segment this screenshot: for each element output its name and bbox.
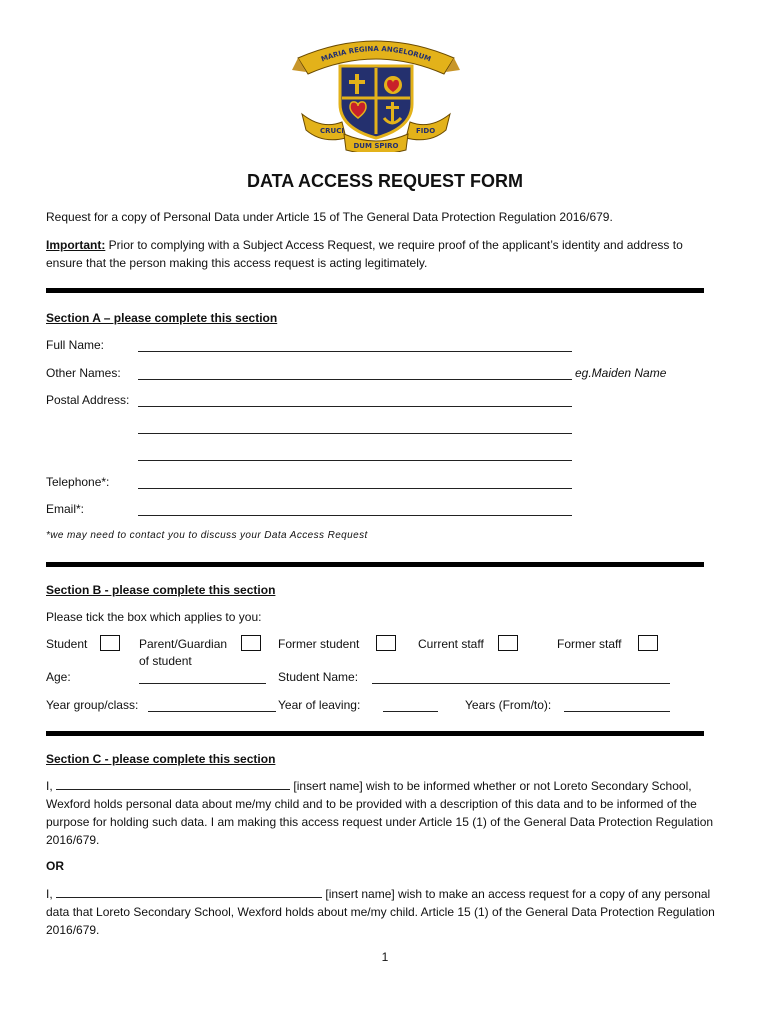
option-student-label: Student <box>46 637 88 651</box>
page-number: 1 <box>381 950 389 964</box>
other-names-label: Other Names: <box>46 366 121 380</box>
telephone-field[interactable] <box>138 476 572 489</box>
other-names-hint: eg.Maiden Name <box>575 366 667 380</box>
former-staff-checkbox[interactable] <box>638 635 658 651</box>
student-name-field[interactable] <box>372 671 670 684</box>
postal-address-field-1[interactable] <box>138 394 572 407</box>
former-student-checkbox[interactable] <box>376 635 396 651</box>
or-separator: OR <box>46 859 64 873</box>
student-name-label: Student Name: <box>278 670 359 684</box>
section-divider-c <box>46 731 704 736</box>
form-title: DATA ACCESS REQUEST FORM <box>246 171 523 191</box>
important-text: Prior to complying with a Subject Access Request, we require proof of the applicant’s identity and address to ensure that the person making this access request is acting legitimately. <box>46 238 683 270</box>
section-c-paragraph-1 <box>46 777 716 849</box>
p2-prefix: I, <box>46 887 53 901</box>
important-note <box>46 236 716 272</box>
years-from-to-label: Years (From/to): <box>465 698 552 712</box>
option-parent-label-2: of student <box>139 654 192 668</box>
p1-text: [insert name] wish to be informed whether or not Loreto Secondary School, Wexford holds personal data about me/my child and to be provided with a description of this data and to be informed of the purpose for holding such data. I am making this access request under Article 15 (1) of the General Data Protection Regulation 2016/679. <box>46 779 714 847</box>
postal-address-field-2[interactable] <box>138 421 572 434</box>
option-current-staff-label: Current staff <box>418 637 484 651</box>
section-c-heading: Section C - please complete this section <box>46 752 276 766</box>
years-from-to-field[interactable] <box>564 699 670 712</box>
section-divider-b <box>46 562 704 567</box>
full-name-label: Full Name: <box>46 338 105 352</box>
section-c-paragraph-2 <box>46 885 716 939</box>
option-former-staff-label: Former staff <box>557 637 622 651</box>
crest-motto-left: CRUCI <box>320 127 344 135</box>
section-a-heading: Section A – please complete this section <box>46 311 278 325</box>
p1-prefix: I, <box>46 779 53 793</box>
option-former-student-label: Former student <box>278 637 360 651</box>
postal-address-field-3[interactable] <box>138 448 572 461</box>
important-label: Important: <box>46 238 106 252</box>
section-b-heading: Section B - please complete this section <box>46 583 276 597</box>
year-of-leaving-label: Year of leaving: <box>278 698 361 712</box>
year-group-field[interactable] <box>148 699 276 712</box>
intro-text: Request for a copy of Personal Data under Article 15 of The General Data Protection Regulation 2016/679. <box>46 210 613 224</box>
email-field[interactable] <box>138 503 572 516</box>
age-field[interactable] <box>139 671 266 684</box>
postal-address-label: Postal Address: <box>46 393 130 407</box>
email-label: Email*: <box>46 502 85 516</box>
school-crest-logo <box>292 30 460 152</box>
year-of-leaving-field[interactable] <box>383 699 438 712</box>
other-names-field[interactable] <box>138 367 572 380</box>
year-group-label: Year group/class: <box>46 698 139 712</box>
current-staff-checkbox[interactable] <box>498 635 518 651</box>
telephone-label: Telephone*: <box>46 475 110 489</box>
crest-motto-top: MARIA REGINA ANGELORUM <box>320 44 432 64</box>
contact-note: *we may need to contact you to discuss your Data Access Request <box>46 530 368 541</box>
full-name-field[interactable] <box>138 339 572 352</box>
parent-guardian-checkbox[interactable] <box>241 635 261 651</box>
option-parent-label: Parent/Guardian <box>139 637 228 651</box>
tick-instruction: Please tick the box which applies to you: <box>46 610 262 624</box>
crest-motto-mid: DUM SPIRO <box>353 142 399 150</box>
crest-motto-right: FIDO <box>416 127 436 135</box>
age-label: Age: <box>46 670 71 684</box>
p2-name-field[interactable] <box>56 885 322 898</box>
p2-text: [insert name] wish to make an access request for a copy of any personal data that Loreto Secondary School, Wexford holds about me/my child. Article 15 (1) of the General Data Protection Regulation 2016/679. <box>46 887 715 937</box>
student-checkbox[interactable] <box>100 635 120 651</box>
p1-name-field[interactable] <box>56 777 290 790</box>
section-divider-a <box>46 288 704 293</box>
